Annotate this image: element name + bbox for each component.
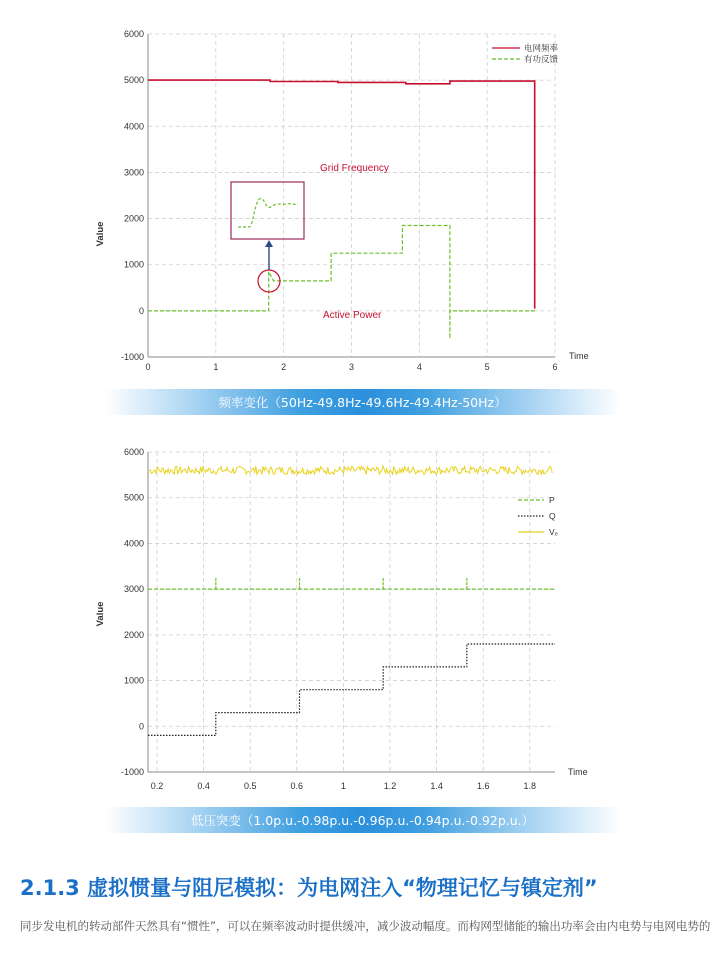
chart2-series-ve	[149, 466, 552, 474]
chart1-ytick: 2000	[123, 213, 144, 224]
chart2-xtick: 0.4	[197, 781, 210, 791]
chart2-ylabel: Value	[95, 601, 106, 627]
chart1-xtick: 4	[416, 362, 422, 372]
chart1-ytick: 4000	[123, 121, 144, 132]
chart1-xtick: 0	[145, 362, 151, 372]
chart2-xtick: 1.8	[523, 781, 537, 791]
chart1-xtick: 1	[213, 362, 219, 372]
chart2-legend-label: Q	[549, 511, 556, 521]
chart2-series-q	[148, 644, 555, 735]
chart1-ytick: 6000	[123, 29, 144, 39]
voltage-drop-chart	[0, 430, 726, 830]
chart2-xtick: 0.6	[290, 781, 304, 791]
zoom-arrow-head	[265, 240, 273, 247]
chart1-ytick: 1000	[123, 259, 144, 270]
chart1-ytick: 3000	[123, 167, 144, 178]
chart2-xtick: 1	[340, 781, 346, 791]
chart2-ytick: 4000	[123, 538, 144, 549]
chart1-xtick: 3	[348, 362, 355, 372]
chart2-ytick: 2000	[123, 629, 144, 640]
chart1-xtick: 2	[281, 362, 287, 372]
chart1-ylabel: Value	[95, 221, 106, 247]
chart2-xtick: 0.2	[150, 781, 164, 791]
chart2-ytick: 3000	[123, 584, 144, 595]
chart2-legend-label: P	[549, 495, 555, 505]
chart2-caption	[105, 807, 620, 833]
zoom-box	[231, 182, 304, 239]
active-power-annotation: Active Power	[323, 310, 382, 321]
grid-frequency-annotation: Grid Frequency	[320, 163, 389, 174]
chart1-ytick: 0	[138, 305, 144, 316]
chart1-xtick: 5	[484, 362, 490, 372]
chart2-xtick: 1.6	[476, 781, 490, 791]
chart2-xlabel: Time	[568, 767, 588, 777]
chart2-ytick: 6000	[123, 447, 144, 457]
zoom-wave	[238, 198, 298, 227]
section-body: 同步发电机的转动部件天然具有“惯性”，可以在频率波动时提供缓冲，减少波动幅度。而构网型储能的输出功率会由内电势与电网电势的	[20, 919, 711, 933]
chart1-series-0	[148, 80, 535, 309]
chart1-legend-label: 有功反馈	[524, 54, 559, 64]
chart1-xlabel: Time	[569, 351, 589, 361]
zoom-inset	[231, 182, 304, 292]
chart1-caption	[105, 389, 620, 415]
chart2-ytick: 0	[138, 721, 144, 732]
chart2-caption-text: 低压突变（1.0p.u.-0.98p.u.-0.96p.u.-0.94p.u.-0.92p.u.）	[190, 813, 535, 828]
chart2-xtick: 1.4	[430, 781, 443, 791]
chart2-xtick: 0.5	[243, 781, 257, 791]
chart2-xtick: 1.2	[383, 781, 397, 791]
chart1-ytick: -1000	[120, 352, 144, 362]
section-title: 2.1.3 虚拟惯量与阻尼模拟：为电网注入“物理记忆与镇定剂”	[20, 876, 598, 900]
chart1-xtick: 6	[552, 362, 558, 372]
chart2-ytick: -1000	[120, 767, 144, 777]
chart1-ytick: 5000	[123, 75, 144, 86]
chart1-series-1	[148, 226, 535, 339]
chart1-legend-label: 电网频率	[524, 43, 559, 53]
chart2-ytick: 5000	[123, 492, 144, 503]
chart1-caption-text: 频率变化（50Hz-49.8Hz-49.6Hz-49.4Hz-50Hz）	[218, 395, 507, 410]
chart2-ytick: 1000	[123, 675, 144, 686]
chart2-legend-label: Vₑ	[549, 527, 558, 537]
frequency-change-chart	[0, 0, 726, 380]
